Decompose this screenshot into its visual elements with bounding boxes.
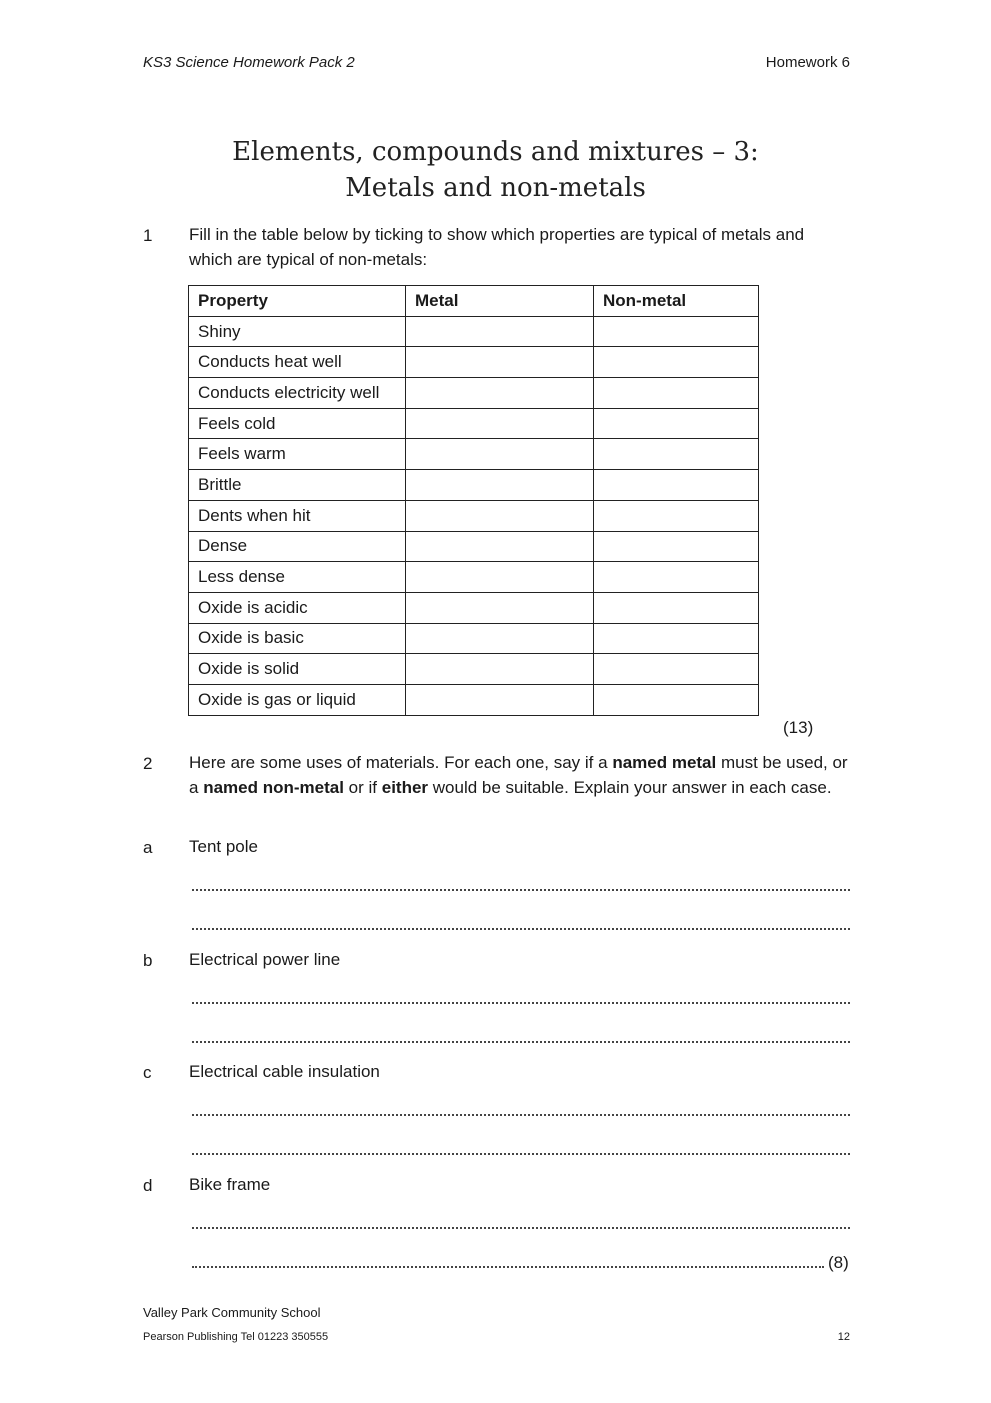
property-label: Feels cold	[189, 408, 406, 439]
table-row	[189, 592, 759, 623]
property-label: Dents when hit	[189, 500, 406, 531]
metal-tick-cell[interactable]	[406, 470, 594, 501]
property-label: Shiny	[189, 316, 406, 347]
non-metal-tick-cell[interactable]	[594, 347, 759, 378]
property-label: Oxide is gas or liquid	[189, 684, 406, 715]
part-a-label: Tent pole	[189, 837, 258, 856]
property-label: Brittle	[189, 470, 406, 501]
table-row	[189, 531, 759, 562]
part-c-answer-line-2[interactable]	[192, 1153, 850, 1155]
header-metal: Metal	[406, 286, 594, 317]
part-b-answer-line-2[interactable]	[192, 1041, 850, 1043]
non-metal-tick-cell[interactable]	[594, 654, 759, 685]
part-a-answer-line-2[interactable]	[192, 928, 850, 930]
header-left: KS3 Science Homework Pack 2	[143, 54, 355, 71]
non-metal-tick-cell[interactable]	[594, 439, 759, 470]
part-d-letter: d	[143, 1176, 153, 1195]
non-metal-tick-cell[interactable]	[594, 500, 759, 531]
footer-page-number: 12	[837, 1331, 850, 1343]
table-row	[189, 470, 759, 501]
part-a-answer-line-1[interactable]	[192, 889, 850, 891]
table-header-row	[189, 286, 759, 317]
header-right: Homework 6	[765, 54, 850, 71]
q2-text-part: must be used, or a	[189, 753, 848, 797]
part-d-label: Bike frame	[189, 1175, 271, 1194]
metal-tick-cell[interactable]	[406, 408, 594, 439]
question-2-text	[189, 750, 849, 800]
part-b-answer-line-1[interactable]	[192, 1002, 850, 1004]
property-label: Oxide is solid	[189, 654, 406, 685]
q2-emphasis-named-metal: named metal	[612, 753, 717, 772]
property-label: Dense	[189, 531, 406, 562]
non-metal-tick-cell[interactable]	[594, 623, 759, 654]
q2-text-part: or if	[343, 778, 382, 797]
property-label: Oxide is basic	[189, 623, 406, 654]
part-b-label: Electrical power line	[189, 950, 341, 969]
question-2-marks: (8)	[828, 1253, 849, 1272]
q2-text-part: would be suitable. Explain your answer in each case.	[428, 778, 832, 797]
metal-tick-cell[interactable]	[406, 316, 594, 347]
page-title	[0, 134, 991, 206]
table-row	[189, 408, 759, 439]
non-metal-tick-cell[interactable]	[594, 408, 759, 439]
metal-tick-cell[interactable]	[406, 592, 594, 623]
non-metal-tick-cell[interactable]	[594, 378, 759, 409]
non-metal-tick-cell[interactable]	[594, 592, 759, 623]
title-line-1: Elements, compounds and mixtures – 3:	[232, 137, 759, 167]
properties-table	[188, 285, 759, 716]
part-d-answer-line-2[interactable]	[192, 1266, 824, 1268]
metal-tick-cell[interactable]	[406, 531, 594, 562]
table-row	[189, 316, 759, 347]
property-label: Oxide is acidic	[189, 592, 406, 623]
part-d-answer-line-1[interactable]	[192, 1227, 850, 1229]
non-metal-tick-cell[interactable]	[594, 531, 759, 562]
question-1-number: 1	[143, 226, 153, 245]
header-non-metal: Non-metal	[594, 286, 759, 317]
table-row	[189, 500, 759, 531]
q2-text-part: Here are some uses of materials. For each one, say if a	[189, 753, 613, 772]
table-row	[189, 439, 759, 470]
part-b-letter: b	[143, 951, 153, 970]
metal-tick-cell[interactable]	[406, 347, 594, 378]
metal-tick-cell[interactable]	[406, 654, 594, 685]
non-metal-tick-cell[interactable]	[594, 470, 759, 501]
question-2-number: 2	[143, 754, 153, 773]
question-1-text: Fill in the table below by ticking to show which properties are typical of metals and which are typical of non-metals:	[189, 225, 805, 269]
metal-tick-cell[interactable]	[406, 500, 594, 531]
question-1-marks: (13)	[783, 718, 814, 737]
footer-publisher: Pearson Publishing Tel 01223 350555	[143, 1331, 329, 1343]
q2-emphasis-named-non-metal: named non-metal	[203, 778, 344, 797]
property-label: Less dense	[189, 562, 406, 593]
metal-tick-cell[interactable]	[406, 378, 594, 409]
metal-tick-cell[interactable]	[406, 623, 594, 654]
table-row	[189, 562, 759, 593]
part-c-answer-line-1[interactable]	[192, 1114, 850, 1116]
q2-emphasis-either: either	[381, 778, 429, 797]
property-label: Conducts electricity well	[189, 378, 406, 409]
table-row	[189, 347, 759, 378]
part-c-letter: c	[143, 1063, 152, 1082]
metal-tick-cell[interactable]	[406, 439, 594, 470]
non-metal-tick-cell[interactable]	[594, 316, 759, 347]
property-label: Feels warm	[189, 439, 406, 470]
title-line-2: Metals and non-metals	[345, 173, 646, 203]
footer-school: Valley Park Community School	[143, 1305, 321, 1320]
table-row	[189, 623, 759, 654]
table-row	[189, 378, 759, 409]
header-property: Property	[189, 286, 406, 317]
table-row	[189, 684, 759, 715]
non-metal-tick-cell[interactable]	[594, 684, 759, 715]
part-c-label: Electrical cable insulation	[189, 1062, 380, 1081]
property-label: Conducts heat well	[189, 347, 406, 378]
non-metal-tick-cell[interactable]	[594, 562, 759, 593]
metal-tick-cell[interactable]	[406, 684, 594, 715]
metal-tick-cell[interactable]	[406, 562, 594, 593]
table-row	[189, 654, 759, 685]
part-a-letter: a	[143, 838, 153, 857]
